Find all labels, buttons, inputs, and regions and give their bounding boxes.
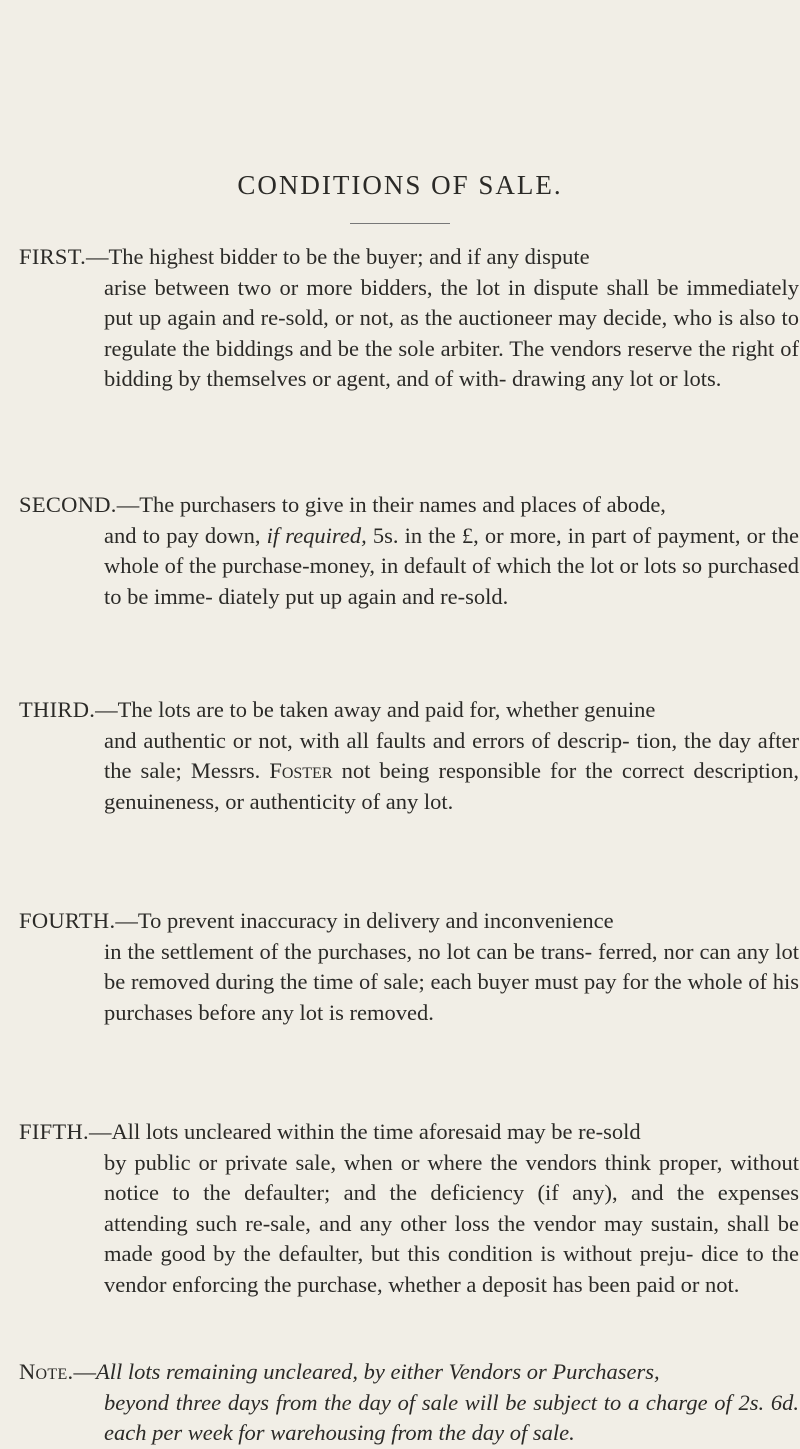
condition-body-after: 5s. in the £, or more, in part of payment, or the whole of the purchase-money, in default of which the lot or lots so purchased to be imme- diately put up again and re-sold. bbox=[104, 522, 799, 609]
condition-body-before: and to pay down, bbox=[104, 522, 267, 548]
condition-label: SECOND. bbox=[19, 492, 117, 517]
condition-body: by public or private sale, when or where the vendors think proper, without notice to the defaulter; and the deficiency (if any), and the expenses attending such re-sale, and any other loss the vendor may sustain, shall be made good by the defaulter, but this condition is without preju- dice to the vendor enforcing the purchase, whether a deposit has been paid or not. bbox=[104, 1149, 799, 1297]
condition-body: in the settlement of the purchases, no lot can be trans- ferred, nor can any lot be removed during the time of sale; each buyer must pay for the whole of his purchases before any lot is removed. bbox=[104, 938, 799, 1025]
condition-first-head bbox=[19, 242, 799, 273]
condition-second bbox=[19, 490, 799, 612]
note-dash: — bbox=[73, 1359, 96, 1384]
condition-fourth-head bbox=[19, 906, 799, 937]
condition-label: THIRD. bbox=[19, 697, 96, 722]
condition-label: FIRST. bbox=[19, 244, 87, 269]
condition-dash: — bbox=[95, 697, 118, 722]
condition-label: FOURTH. bbox=[19, 908, 116, 933]
condition-body-before: and authentic or not, with all faults and errors of descrip- tion, the day after the sale; Messrs. bbox=[104, 727, 799, 783]
note-head bbox=[19, 1357, 799, 1388]
title-divider bbox=[350, 223, 450, 224]
firm-name: Foster bbox=[269, 758, 333, 783]
note-body: beyond three days from the day of sale will be subject to a charge of 2s. 6d. each per week for warehousing from the day of sale. bbox=[104, 1389, 799, 1445]
condition-fifth bbox=[19, 1117, 799, 1300]
page-title: CONDITIONS OF SALE. bbox=[237, 170, 563, 200]
condition-body-after: not being responsible for the correct description, genuineness, or authenticity of any lot. bbox=[104, 758, 799, 814]
note-first-line: All lots remaining uncleared, by either Vendors or Purchasers, bbox=[95, 1359, 660, 1384]
condition-body: arise between two or more bidders, the lot in dispute shall be immediately put up again and re-sold, or not, as the auctioneer may decide, who is also to regulate the biddings and be the sole arbiter. The vendors reserve the right of bidding by themselves or agent, and of with- drawing any lot or lots. bbox=[104, 274, 799, 391]
condition-fourth bbox=[19, 906, 799, 1028]
note-label: Note. bbox=[19, 1359, 74, 1384]
condition-dash: — bbox=[88, 1119, 112, 1144]
condition-third-head bbox=[19, 695, 799, 726]
condition-first-line: To prevent inaccuracy in delivery and inconvenience bbox=[137, 908, 614, 933]
condition-dash: — bbox=[86, 244, 109, 269]
condition-first-line: The purchasers to give in their names and places of abode, bbox=[139, 492, 666, 517]
condition-first-line: All lots uncleared within the time aforesaid may be re-sold bbox=[111, 1119, 641, 1144]
note bbox=[19, 1357, 799, 1449]
condition-dash: — bbox=[116, 492, 140, 517]
condition-first-line: The highest bidder to be the buyer; and if any dispute bbox=[108, 244, 590, 269]
condition-first-line: The lots are to be taken away and paid for, whether genuine bbox=[117, 697, 656, 722]
condition-fifth-head bbox=[19, 1117, 799, 1148]
condition-second-head bbox=[19, 490, 799, 521]
condition-third bbox=[19, 695, 799, 817]
condition-body-italic: if required, bbox=[266, 522, 367, 548]
condition-first bbox=[19, 242, 799, 395]
condition-label: FIFTH. bbox=[19, 1119, 89, 1144]
condition-dash: — bbox=[115, 908, 138, 933]
